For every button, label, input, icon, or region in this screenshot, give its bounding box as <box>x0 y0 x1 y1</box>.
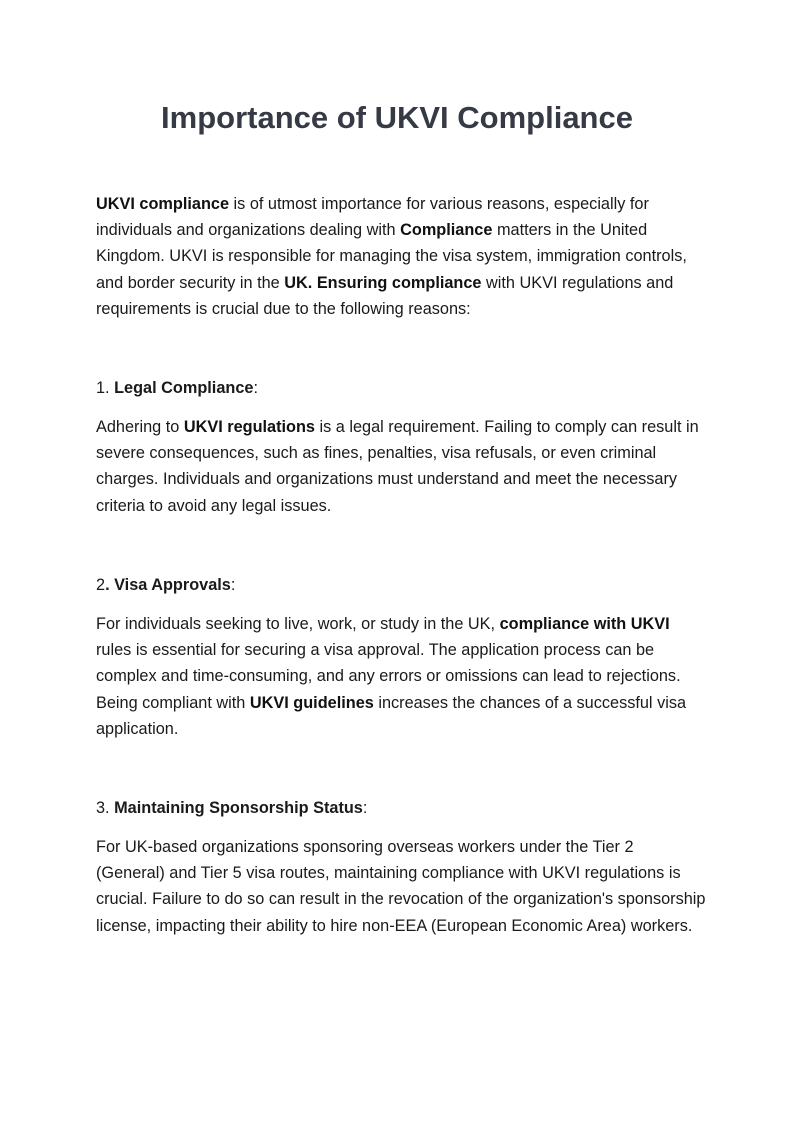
intro-text-1: is of utmost importance for various reasons, especially for individuals and organizations dealing with <box>96 195 649 240</box>
intro-bold-ensuring-compliance: UK. Ensuring compliance <box>284 273 482 292</box>
section-heading-colon: : <box>230 576 236 594</box>
intro-paragraph <box>96 191 706 322</box>
section-paragraph-visa-approvals <box>96 611 706 742</box>
paragraph-text: For individuals seeking to live, work, or study in the UK, <box>96 615 500 633</box>
paragraph-text: For UK-based organizations sponsoring overseas workers under the Tier 2 (General) and Tier 5 visa routes, maintaining compliance with UKVI regulations is crucial. Failure to do so can result in the revocation of the organization's sponsorship license, impacting their ability to hire non-EEA (European Economic Area) workers. <box>96 838 706 935</box>
section-paragraph-sponsorship-status <box>96 834 706 939</box>
page-title: Importance of UKVI Compliance <box>161 100 633 135</box>
section-number: 1. <box>96 379 115 397</box>
paragraph-text: is a legal requirement. Failing to comply can result in severe consequences, such as fines, penalties, visa refusals, or even criminal charges. Individuals and organizations must understand and meet the necessary criteria to avoid any legal issues. <box>96 418 699 515</box>
section-heading-text: . Visa Approvals <box>105 576 231 594</box>
intro-text-3: with UKVI regulations and requirements is crucial due to the following reasons: <box>96 273 674 318</box>
section-heading-legal-compliance <box>96 375 706 401</box>
section-paragraph-legal-compliance <box>96 414 706 519</box>
section-number: 2 <box>96 576 106 594</box>
intro-text-2: matters in the United Kingdom. UKVI is responsible for managing the visa system, immigration controls, and border security in the <box>96 221 687 292</box>
paragraph-text: increases the chances of a successful visa application. <box>96 693 687 738</box>
paragraph-bold-compliance-with-ukvi: compliance with UKVI <box>499 615 670 633</box>
section-heading-visa-approvals <box>96 572 706 598</box>
section-number: 3. <box>96 799 115 817</box>
paragraph-bold-ukvi-regulations: UKVI regulations <box>183 418 315 436</box>
intro-bold-ukvi-compliance: UKVI compliance <box>96 195 230 213</box>
section-heading-text: Legal Compliance <box>114 379 254 397</box>
section-heading-text: Maintaining Sponsorship Status <box>114 799 363 817</box>
section-heading-colon: : <box>362 799 368 817</box>
intro-bold-compliance: Compliance <box>400 221 493 240</box>
section-heading-sponsorship-status <box>96 795 706 821</box>
paragraph-text: rules is essential for securing a visa approval. The application process can be complex and time-consuming, and any errors or omissions can lead to rejections. Being compliant with <box>96 641 681 712</box>
section-heading-colon: : <box>253 379 258 397</box>
paragraph-text: Adhering to <box>96 418 184 436</box>
paragraph-bold-ukvi-guidelines: UKVI guidelines <box>249 693 374 712</box>
